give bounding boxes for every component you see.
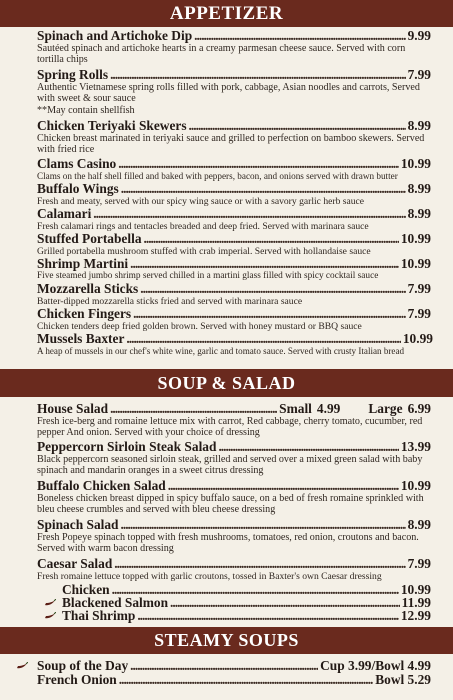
large-size-price: 6.99 [407, 401, 431, 416]
soup-price: Bowl 5.29 [375, 672, 431, 687]
menu-item [0, 182, 453, 207]
item-name: Mussels Baxter [37, 331, 125, 346]
item-price: 9.99 [407, 28, 431, 43]
small-size-price: 4.99 [316, 401, 341, 416]
item-price: 8.99 [407, 118, 431, 133]
item-description: Boneless chicken breast dipped in spicy buffalo sauce, on a bed of fresh romaine sprinkled with bleu cheese crumbles and served with bleu cheese dressing [37, 493, 424, 516]
item-description: A heap of mussels in our chef's white wine, garlic and tomato sauce. Served with crusty Italian bread [37, 346, 405, 356]
item-note: **May contain shellfish [37, 104, 135, 116]
chili-pepper-icon [16, 662, 28, 670]
item-price: 8.99 [407, 517, 431, 532]
steamy-soups-section [0, 659, 453, 687]
item-description: Fresh romaine lettuce topped with garlic croutons, tossed in Baxter's own Caesar dressing [37, 571, 382, 582]
item-name: Calamari [37, 206, 92, 221]
soup-name: French Onion [37, 672, 117, 687]
item-price: 10.99 [402, 331, 433, 346]
item-name: Stuffed Portabella [37, 231, 142, 246]
menu-item [0, 557, 453, 583]
item-name: Chicken Teriyaki Skewers [37, 118, 187, 133]
item-description: Batter-dipped mozzarella sticks fried and served with marinara sauce [37, 296, 303, 307]
item-name: Shrimp Martini [37, 256, 129, 271]
menu-item [0, 332, 453, 357]
menu-item [0, 402, 453, 440]
item-name: Buffalo Chicken Salad [37, 478, 166, 493]
addon-price: 10.99 [400, 582, 431, 597]
item-name: Buffalo Wings [37, 181, 119, 196]
menu-item [0, 479, 453, 518]
soup-name: Soup of the Day [37, 658, 129, 673]
item-price: 7.99 [407, 281, 431, 296]
soup-salad-section [0, 402, 453, 622]
item-description: Five steamed jumbo shrimp served chilled in a martini glass filled with spicy cocktail sauce [37, 271, 379, 281]
item-description: Black peppercorn seasoned sirloin steak, grilled and served over a mixed green salad with baby spinach and mandarin oranges in a sweet citrus dressing [37, 454, 423, 477]
item-name: Spinach and Artichoke Dip [37, 28, 193, 43]
steamy-soups-title: STEAMY SOUPS [154, 630, 299, 650]
soup-price: Cup 3.99/Bowl 4.99 [320, 658, 431, 673]
addon-name: Thai Shrimp [62, 608, 136, 623]
item-price: 7.99 [407, 306, 431, 321]
soup-salad-banner [0, 369, 453, 397]
soup-salad-title: SOUP & SALAD [157, 373, 296, 393]
item-description: Chicken tenders deep fried golden brown. Served with honey mustard or BBQ sauce [37, 321, 362, 332]
item-name: Clams Casino [37, 156, 117, 171]
item-price: 8.99 [407, 181, 431, 196]
item-description: Grilled portabella mushroom stuffed with crab imperial. Served with hollandaise sauce [37, 246, 371, 257]
item-name: Peppercorn Sirloin Steak Salad [37, 439, 217, 454]
soup-item [0, 673, 453, 687]
item-price: 8.99 [407, 206, 431, 221]
addon-name: Blackened Salmon [62, 595, 169, 610]
item-description: Fresh Popeye spinach topped with fresh mushrooms, tomatoes, red onion, croutons and bacon. Served with warm bacon dressing [37, 532, 419, 555]
addon-item [0, 609, 453, 622]
steamy-soups-banner [0, 627, 453, 654]
menu-item [0, 440, 453, 479]
addon-price: 11.99 [401, 595, 431, 610]
item-description: Chicken breast marinated in teriyaki sauce and grilled to perfection on bamboo skewers. Served with fried rice [37, 133, 425, 156]
addon-name: Chicken [62, 582, 110, 597]
item-price: 10.99 [400, 256, 431, 271]
item-price: 10.99 [400, 478, 431, 493]
menu-item [0, 68, 453, 119]
item-description: Fresh ice-berg and romaine lettuce mix with carrot, Red cabbage, cherry tomato, cucumber, red pepper And onion. Served with your choice of dressing [37, 416, 423, 439]
appetizer-title: APPETIZER [169, 3, 284, 24]
chili-pepper-icon [44, 612, 56, 620]
item-price: 7.99 [407, 67, 431, 82]
item-name: Caesar Salad [37, 556, 113, 571]
large-size-label: Large [368, 401, 403, 416]
item-price: 7.99 [407, 556, 431, 571]
appetizer-banner [0, 0, 453, 27]
item-name: Spring Rolls [37, 67, 109, 82]
soup-item [0, 659, 453, 673]
menu-item [0, 307, 453, 332]
item-name: House Salad [37, 401, 109, 416]
item-name: Chicken Fingers [37, 306, 132, 321]
menu-item [0, 119, 453, 157]
menu-item [0, 157, 453, 182]
addon-price: 12.99 [400, 608, 431, 623]
item-name: Mozzarella Sticks [37, 281, 139, 296]
item-price: 10.99 [400, 156, 431, 171]
chili-pepper-icon [44, 599, 56, 607]
menu-item [0, 207, 453, 232]
menu-item [0, 257, 453, 282]
menu-item [0, 518, 453, 557]
item-description: Authentic Vietnamese spring rolls filled with pork, cabbage, Asian noodles and carrots, Served with sweet & sour sauce [37, 82, 420, 105]
appetizer-section [0, 29, 453, 357]
menu-item [0, 232, 453, 257]
item-description: Fresh calamari rings and tentacles breaded and deep fried. Served with marinara sauce [37, 221, 369, 232]
item-description: Fresh and meaty, served with our spicy wing sauce or with a savory garlic herb sauce [37, 196, 365, 207]
item-price: 13.99 [400, 439, 431, 454]
menu-item [0, 282, 453, 307]
item-price: 10.99 [400, 231, 431, 246]
menu-item [0, 29, 453, 68]
item-description: Clams on the half shell filled and baked with peppers, bacon, and onions served with drawn butter [37, 171, 398, 181]
item-description: Sautéed spinach and artichoke hearts in a creamy parmesan cheese sauce. Served with corn tortilla chips [37, 43, 406, 66]
small-size-label: Small [279, 401, 312, 416]
item-name: Spinach Salad [37, 517, 119, 532]
